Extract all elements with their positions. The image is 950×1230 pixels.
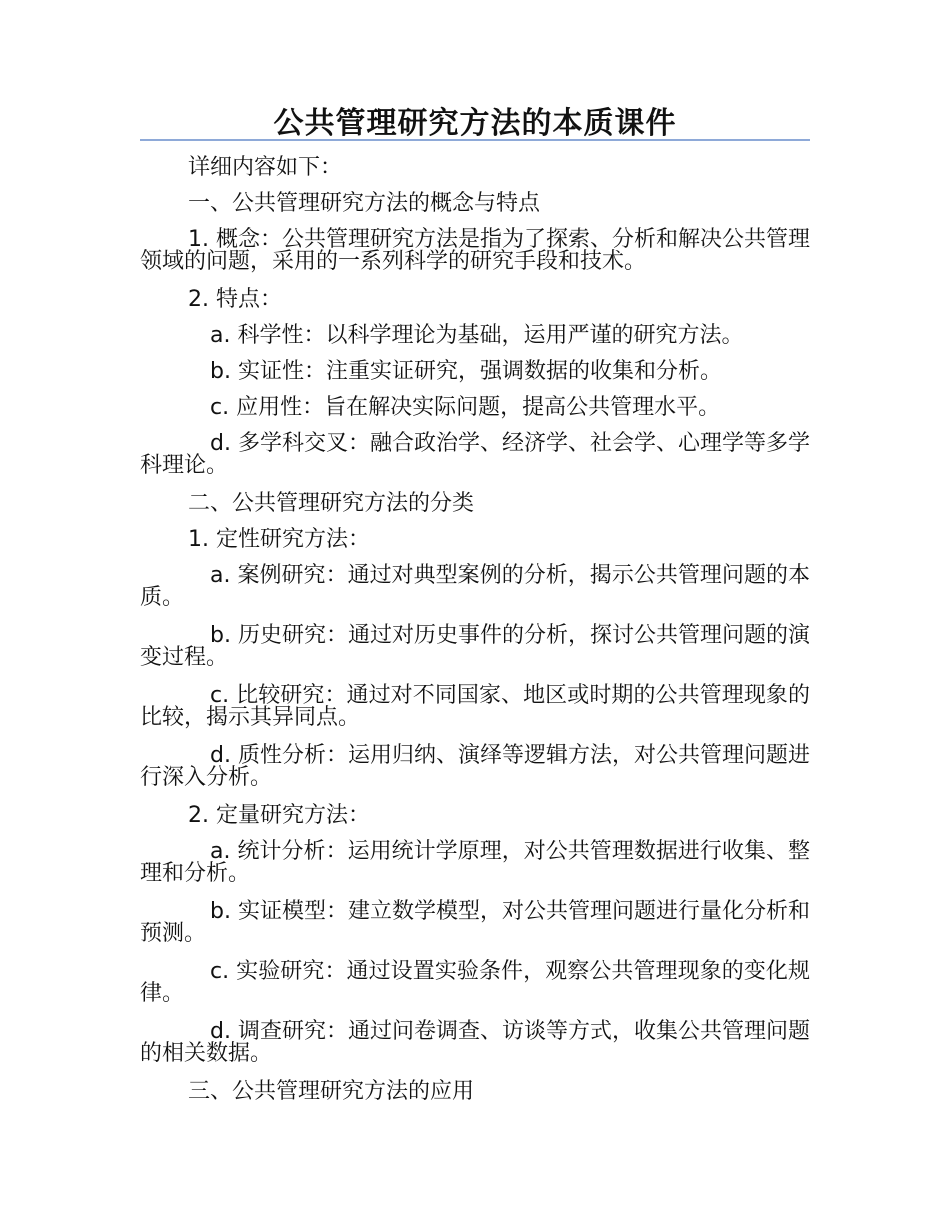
method-item: d. 质性分析：运用归纳、演绎等逻辑方法，对公共管理问题进行深入分析。	[140, 743, 810, 790]
method-item: a. 统计分析：运用统计学原理，对公共管理数据进行收集、整理和分析。	[140, 839, 810, 886]
feature-item: b. 实证性：注重实证研究，强调数据的收集和分析。	[210, 359, 722, 384]
document-body	[140, 157, 810, 1117]
feature-item: d. 多学科交叉：融合政治学、经济学、社会学、心理学等多学科理论。	[140, 431, 810, 478]
qualitative-heading: 1. 定性研究方法：	[188, 527, 370, 552]
section-heading-2: 二、公共管理研究方法的分类	[188, 491, 475, 516]
method-item: c. 比较研究：通过对不同国家、地区或时期的公共管理现象的比较，揭示其异同点。	[140, 683, 810, 730]
intro-line: 详细内容如下：	[188, 155, 343, 180]
method-item: c. 实验研究：通过设置实验条件，观察公共管理现象的变化规律。	[140, 959, 810, 1006]
method-item: b. 实证模型：建立数学模型，对公共管理问题进行量化分析和预测。	[140, 899, 810, 946]
concept-paragraph: 1. 概念：公共管理研究方法是指为了探索、分析和解决公共管理领域的问题，采用的一系列科学的研究手段和技术。	[140, 227, 810, 274]
document-title: 公共管理研究方法的本质课件	[273, 106, 677, 141]
section-heading-3: 三、公共管理研究方法的应用	[188, 1079, 475, 1104]
section-heading-1: 一、公共管理研究方法的概念与特点	[188, 191, 541, 216]
feature-item: c. 应用性：旨在解决实际问题，提高公共管理水平。	[210, 395, 721, 420]
quantitative-heading: 2. 定量研究方法：	[188, 803, 370, 828]
title-underline	[140, 139, 810, 141]
method-item: d. 调查研究：通过问卷调查、访谈等方式，收集公共管理问题的相关数据。	[140, 1019, 810, 1066]
features-heading: 2. 特点：	[188, 287, 282, 312]
feature-item: a. 科学性：以科学理论为基础，运用严谨的研究方法。	[210, 323, 744, 348]
method-item: b. 历史研究：通过对历史事件的分析，探讨公共管理问题的演变过程。	[140, 623, 810, 670]
method-item: a. 案例研究：通过对典型案例的分析，揭示公共管理问题的本质。	[140, 563, 810, 610]
